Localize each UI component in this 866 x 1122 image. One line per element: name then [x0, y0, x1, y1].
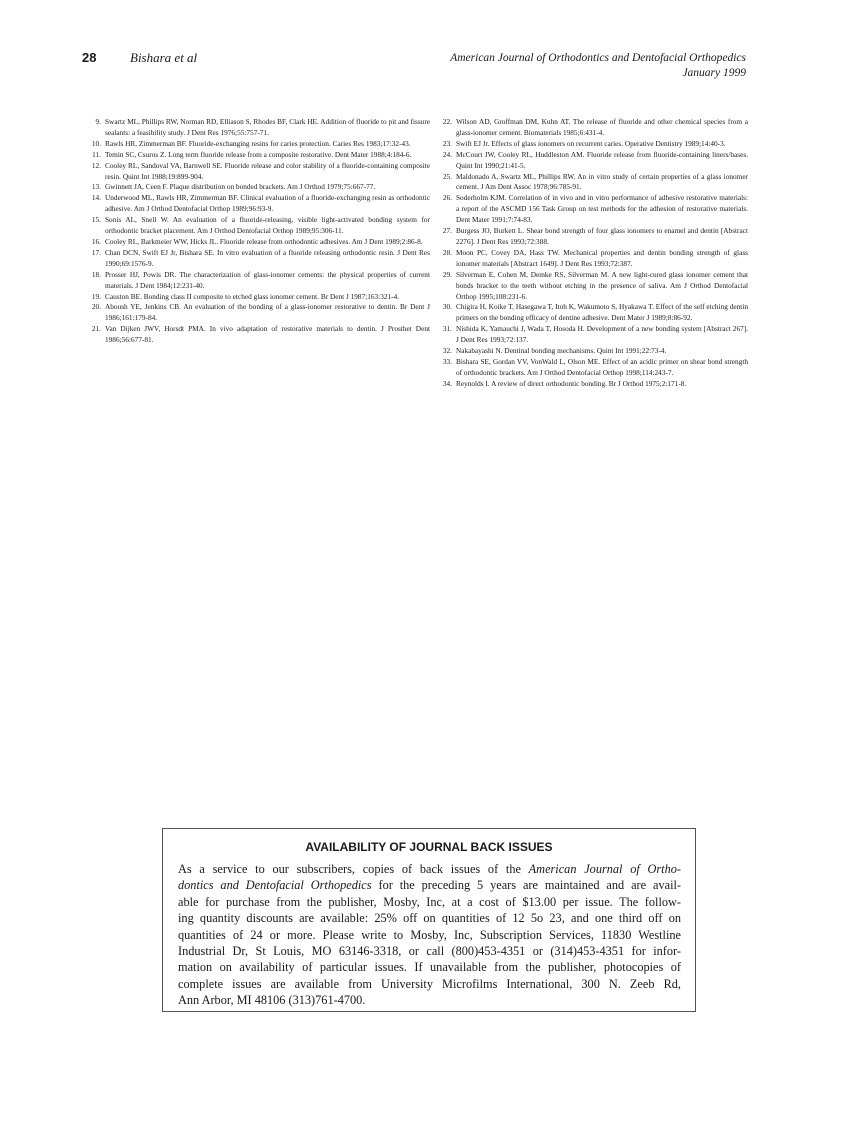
reference-number: 16.: [91, 236, 101, 246]
reference-text: Nakabayashi N. Dentinal bonding mechanisms. Quint Int 1991;22:73-4.: [456, 346, 667, 356]
reference-text: Moon PC, Covey DA, Hass TW. Mechanical properties and dentin bonding strength of glass ionomer materials [Abstract 1649]. J Dent Res 1993;72:387.: [456, 247, 748, 268]
reference-number: 15.: [91, 215, 101, 225]
notice-line: [178, 877, 681, 893]
reference-item: [88, 182, 430, 193]
reference-item: [439, 172, 748, 194]
reference-number: 22.: [442, 117, 452, 126]
reference-text: Maldonado A, Swartz ML, Phillips RW. An in vitro study of certain properties of a glass ionomer cement. J Am Dent Assoc 1978;96:785-91.: [456, 171, 748, 192]
reference-text: Temin SC, Csuros Z. Long term fluoride release from a composite restorative. Dent Mater 1988;4:184-6.: [105, 149, 412, 159]
notice-title: AVAILABILITY OF JOURNAL BACK ISSUES: [305, 840, 553, 854]
reference-item: [439, 248, 748, 270]
reference-item: [88, 161, 430, 183]
reference-text: Nishida K, Yamauchi J, Wada T, Hosoda H. Development of a new bonding system [Abstract 267]. J Dent Res 1993;72:137.: [456, 324, 748, 345]
reference-number: 19.: [91, 291, 101, 301]
reference-number: 9.: [95, 117, 101, 126]
reference-text: Burgess JO, Burkett L. Shear bond strength of four glass ionomers to enamel and dentin [Abstract 2276]. J Dent Res 1993;72:388.: [456, 226, 748, 246]
reference-item: [439, 324, 748, 346]
reference-item: [88, 248, 430, 270]
reference-number: 17.: [91, 247, 101, 257]
reference-text: Cooley RL, Sandoval VA, Barnwell SE. Fluoride release and color stability of a fluoride-containing composite resin. Quint Int 1988;19:899-904.: [105, 160, 430, 181]
page-number: 28: [82, 50, 97, 65]
reference-item: [439, 302, 748, 324]
reference-item: [439, 139, 748, 150]
reference-text: Prosser HJ, Powis DR. The characterization of glass-ionomer cements: the physical properties of current materials. J Dent 1984;12:231-40.: [105, 269, 430, 290]
reference-item: [439, 379, 748, 390]
reference-number: 20.: [91, 302, 101, 312]
reference-number: 24.: [442, 149, 452, 159]
notice-line: Industrial Dr, St Louis, MO 63146-3318, or call (800)453-4351 or (314)453-4351 for infor-: [178, 944, 681, 959]
reference-number: 32.: [442, 346, 452, 356]
reference-number: 29.: [442, 269, 452, 279]
reference-text: Silverman E, Cohen M, Demke RS, Silverman M. A new light-cured glass ionomer cement that bonds bracket to the teeth without etching in the presence of saliva. Am J Orthod Dentofacial Orthop 1995;108:231-6.: [456, 269, 748, 301]
reference-text: Underwood ML, Rawls HR, Zimmerman BF. Clinical evaluation of a fluoride-exchanging resin as orthodontic adhesive. Am J Orthod Dentofacial Orthop 1989;96:93-9.: [105, 193, 430, 214]
reference-number: 18.: [91, 269, 101, 279]
notice-line: Ann Arbor, MI 48106 (313)761-4700.: [178, 993, 366, 1008]
reference-item: [88, 324, 430, 346]
journal-issue: January 1999: [682, 67, 746, 79]
reference-number: 10.: [91, 138, 101, 148]
reference-number: 27.: [442, 226, 452, 236]
reference-text: Chan DCN, Swift EJ Jr, Bishara SE. In vitro evaluation of a fluoride releasing orthodontic resin. J Dent Res 1990;69:1576-9.: [105, 247, 430, 268]
notice-text: for the preceding 5 years are maintained and are avail-: [371, 878, 682, 893]
notice-journal-italic: American Journal of Ortho-: [528, 862, 681, 876]
reference-item: [88, 139, 430, 150]
references-left-column: [88, 117, 430, 346]
notice-text: As a service to our subscribers, copies of back issues of the: [178, 862, 529, 876]
journal-title: American Journal of Orthodontics and Dentofacial Orthopedics: [450, 52, 746, 64]
reference-number: 25.: [442, 171, 452, 181]
back-issues-notice: [162, 828, 696, 1012]
reference-text: Chigira H, Koike T, Hasegawa T, Itoh K, Wakumoto S, Hyakawa T. Effect of the self etching dentin primers on the bonding efficacy of dentine adhesive. Dent Mater J 1989;8:86-92.: [456, 302, 748, 323]
reference-number: 11.: [92, 149, 101, 159]
reference-item: [88, 215, 430, 237]
reference-number: 23.: [442, 138, 452, 148]
reference-number: 26.: [442, 193, 452, 203]
reference-number: 28.: [442, 247, 452, 257]
reference-item: [88, 150, 430, 161]
reference-text: Swartz ML, Phillips RW, Norman RD, Elliason S, Rhodes BF, Clark HE. Addition of fluoride to pit and fissure sealants: a feasibility study. J Dent Res 1976;55:757-71.: [105, 117, 430, 137]
reference-item: [439, 226, 748, 248]
reference-item: [439, 346, 748, 357]
reference-text: Soderholm KJM. Correlation of in vivo and in vitro performance of adhesive restorative materials: a report of the ASCMD 156 Task Group on test methods for the adhesion of restorative materials. Dent Mater 1991;7:74-83.: [456, 193, 748, 225]
reference-text: Aboush YE, Jenkins CB. An evaluation of the bonding of a glass-ionomer restorative to dentin. Br Dent J 1986;161:179-84.: [105, 302, 430, 323]
reference-text: Bishara SE, Gordan VV, VonWald L, Olson ME. Effect of an acidic primer on shear bond strength of orthodontic brackets. Am J Orthod Dentofacial Orthop 1998;114:243-7.: [456, 356, 748, 377]
notice-line: able for purchase from the publisher, Mosby, Inc, at a cost of $13.00 per issue. The follow-: [178, 894, 681, 909]
reference-item: [439, 357, 748, 379]
running-authors: Bishara et al: [130, 50, 198, 65]
reference-number: 33.: [442, 356, 452, 366]
notice-line: mation on availability of particular issues. If unavailable from the publisher, photocopies of: [178, 960, 681, 975]
reference-text: McCourt JW, Cooley RL, Huddleston AM. Fluoride release from fluoride-containing liners/bases. Quint Int 1990;21:41-5.: [456, 149, 748, 170]
reference-text: Van Dijken JWV, Horsdt PMA. In vivo adaptation of restorative materials to dentin. J Prosthet Dent 1986;56:677-81.: [105, 324, 430, 345]
reference-item: [439, 193, 748, 226]
reference-number: 12.: [91, 160, 101, 170]
reference-number: 13.: [91, 182, 101, 192]
reference-text: Swift EJ Jr. Effects of glass ionomers on recurrent caries. Operative Dentistry 1989;14:40-3.: [456, 138, 726, 148]
reference-text: Cooley RL, Barkmeier WW, Hicks JL. Fluoride release from orthodontic adhesives. Am J Dent 1989;2:86-8.: [105, 236, 423, 246]
reference-item: [88, 292, 430, 303]
reference-text: Rawls HR, Zimmerman BF. Fluoride-exchanging resins for caries protection. Caries Res 1983;17:32-43.: [105, 138, 411, 148]
notice-body: [178, 861, 681, 1009]
reference-number: 31.: [442, 324, 452, 334]
reference-item: [88, 117, 430, 139]
reference-item: [439, 150, 748, 172]
reference-item: [439, 117, 748, 139]
reference-item: [88, 302, 430, 324]
notice-journal-italic: dontics and Dentofacial Orthopedics: [178, 878, 372, 893]
reference-item: [88, 270, 430, 292]
reference-item: [439, 270, 748, 303]
reference-number: 34.: [442, 378, 452, 388]
running-journal: [450, 51, 746, 81]
notice-line: quantities of 24 or more. Please write to Mosby, Inc, Subscription Services, 11830 Westline: [178, 927, 681, 942]
notice-line: ing quantity discounts are available: 25% off on quantities of 12 5o 23, and one third off on: [178, 911, 681, 926]
reference-text: Causton BE. Bonding class II composite to etched glass ionomer cement. Br Dent J 1987;163:321-4.: [105, 291, 400, 301]
references-right-column: [439, 117, 748, 390]
reference-number: 21.: [91, 324, 101, 334]
reference-text: Gwinnett JA, Ceen F. Plaque distribution on bonded brackets. Am J Orthod 1979;75:667-77.: [105, 182, 376, 192]
reference-number: 30.: [442, 302, 452, 312]
notice-line: [178, 861, 681, 877]
reference-item: [88, 237, 430, 248]
reference-number: 14.: [91, 193, 101, 203]
notice-line: complete issues are available from University Microfilms International, 300 N. Zeeb Rd,: [178, 976, 681, 991]
reference-text: Sonis AL, Snell W. An evaluation of a fluoride-releasing, visible light-activated bonding system for orthodontic bracket placement. Am J Orthod Dentofacial Orthop 1989;95:306-11.: [105, 215, 430, 236]
reference-item: [88, 193, 430, 215]
reference-text: Reynolds I. A review of direct orthodontic bonding. Br J Orthod 1975;2:171-8.: [456, 378, 687, 388]
reference-text: Wilson AD, Groffman DM, Kuhn AT. The release of fluoride and other chemical species from a glass-ionomer cement. Biomaterials 1985;6:431-4.: [456, 117, 748, 137]
